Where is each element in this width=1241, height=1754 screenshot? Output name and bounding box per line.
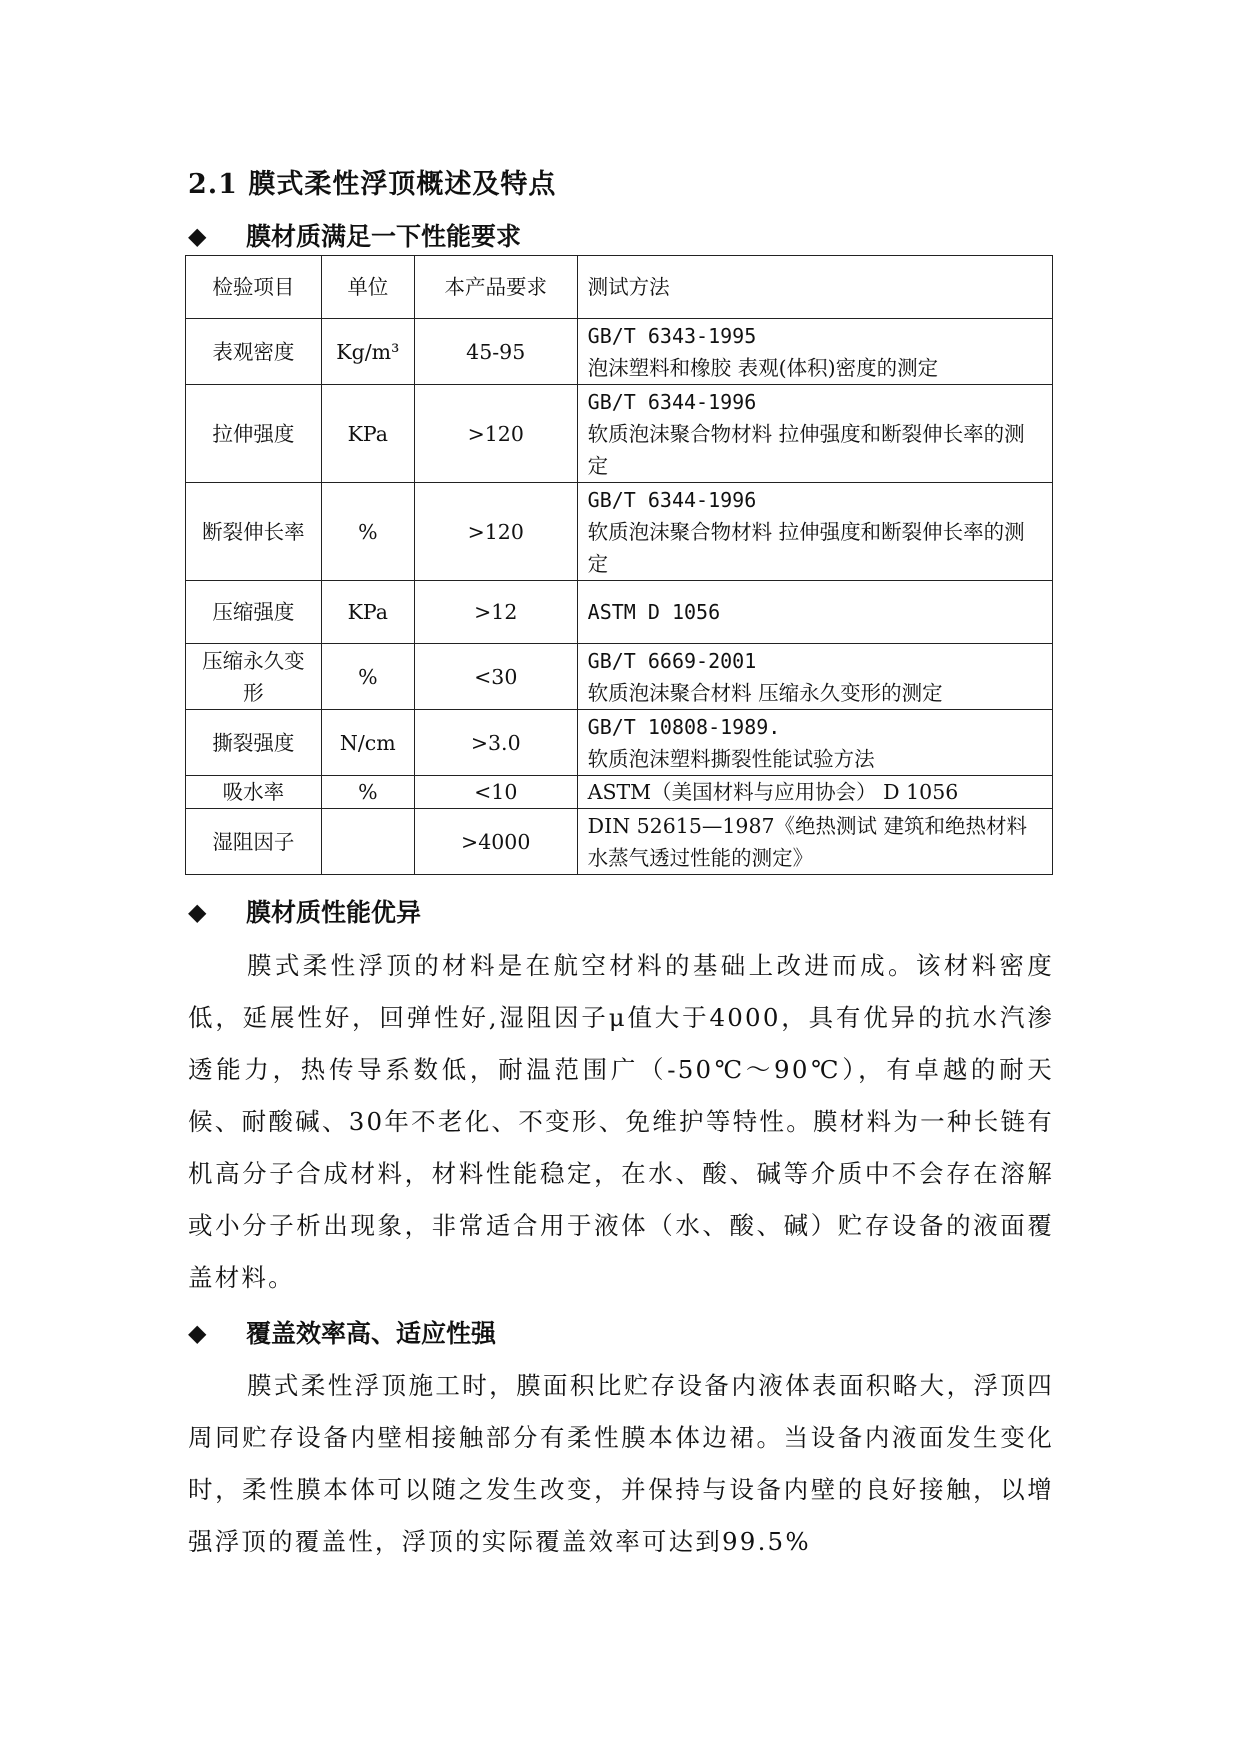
cell-method bbox=[577, 385, 1052, 483]
cell-requirement: 45-95 bbox=[414, 319, 577, 385]
table-row bbox=[186, 710, 1053, 776]
method-standard: GB/T 6343-1995 bbox=[587, 323, 757, 348]
method-description: 软质泡沫塑料撕裂性能试验方法 bbox=[587, 746, 875, 771]
cell-item: 压缩永久变形 bbox=[186, 644, 322, 710]
table-row bbox=[186, 319, 1053, 385]
method-standard: ASTM D 1056 bbox=[587, 600, 721, 624]
spec-table bbox=[185, 255, 1053, 875]
table-row bbox=[186, 581, 1053, 644]
method-description: 泡沫塑料和橡胶 表观(体积)密度的测定 bbox=[587, 355, 939, 380]
cell-requirement: >120 bbox=[414, 385, 577, 483]
method-description: 软质泡沫聚合物材料 拉伸强度和断裂伸长率的测定 bbox=[587, 519, 1025, 576]
cell-method bbox=[577, 319, 1052, 385]
bullet-heading-label: 膜材质性能优异 bbox=[246, 898, 422, 927]
bullet-heading-requirements bbox=[188, 217, 521, 253]
method-description: 软质泡沫聚合材料 压缩永久变形的测定 bbox=[587, 680, 943, 705]
cell-item: 吸水率 bbox=[186, 776, 322, 809]
method-standard: GB/T 6344-1996 bbox=[587, 389, 757, 414]
cell-unit: KPa bbox=[321, 581, 414, 644]
table-row bbox=[186, 483, 1053, 581]
cell-requirement: >12 bbox=[414, 581, 577, 644]
cell-method bbox=[577, 776, 1052, 809]
table-row bbox=[186, 776, 1053, 809]
header-unit: 单位 bbox=[321, 256, 414, 319]
bullet-heading-performance bbox=[188, 893, 421, 929]
cell-method bbox=[577, 483, 1052, 581]
cell-method bbox=[577, 809, 1052, 875]
bullet-heading-label: 覆盖效率高、适应性强 bbox=[246, 1319, 497, 1348]
bullet-heading-label: 膜材质满足一下性能要求 bbox=[246, 222, 522, 251]
header-method: 测试方法 bbox=[577, 256, 1052, 319]
header-requirement: 本产品要求 bbox=[414, 256, 577, 319]
diamond-bullet-icon: ◆ bbox=[188, 220, 207, 250]
method-standard: DIN 52615—1987《绝热测试 建筑和绝热材料水蒸气透过性能的测定》 bbox=[587, 813, 1028, 870]
table-row bbox=[186, 644, 1053, 710]
cell-requirement: >3.0 bbox=[414, 710, 577, 776]
cell-unit: N/cm bbox=[321, 710, 414, 776]
cell-requirement: >4000 bbox=[414, 809, 577, 875]
method-standard: GB/T 6669-2001 bbox=[587, 648, 757, 673]
cell-item: 断裂伸长率 bbox=[186, 483, 322, 581]
cell-unit: % bbox=[321, 644, 414, 710]
cell-requirement: <10 bbox=[414, 776, 577, 809]
cell-unit: % bbox=[321, 483, 414, 581]
cell-item: 表观密度 bbox=[186, 319, 322, 385]
method-standard: GB/T 6344-1996 bbox=[587, 487, 757, 512]
cell-unit: KPa bbox=[321, 385, 414, 483]
table-row bbox=[186, 809, 1053, 875]
paragraph-performance: 膜式柔性浮顶的材料是在航空材料的基础上改进而成。该材料密度低，延展性好，回弹性好,湿阻因子μ值大于4000，具有优异的抗水汽渗透能力，热传导系数低，耐温范围广（-50℃～90℃），有卓越的耐天候、耐酸碱、30年不老化、不变形、免维护等特性。膜材料为一种长链有机高分子合成材料，材料性能稳定，在水、酸、碱等介质中不会存在溶解或小分子析出现象，非常适合用于液体（水、酸、碱）贮存设备的液面覆盖材料。 bbox=[188, 951, 1054, 1292]
cell-requirement: <30 bbox=[414, 644, 577, 710]
cell-method bbox=[577, 644, 1052, 710]
header-item: 检验项目 bbox=[186, 256, 322, 319]
table-header-row bbox=[186, 256, 1053, 319]
cell-unit: Kg/m³ bbox=[321, 319, 414, 385]
cell-requirement: >120 bbox=[414, 483, 577, 581]
cell-unit: % bbox=[321, 776, 414, 809]
table-row bbox=[186, 385, 1053, 483]
section-heading: 2.1 膜式柔性浮顶概述及特点 bbox=[188, 169, 557, 200]
spec-table-body bbox=[186, 256, 1053, 875]
paragraph-coverage: 膜式柔性浮顶施工时，膜面积比贮存设备内液体表面积略大，浮顶四周同贮存设备内壁相接触部分有柔性膜本体边裙。当设备内液面发生变化时，柔性膜本体可以随之发生改变，并保持与设备内壁的良好接触，以增强浮顶的覆盖性，浮顶的实际覆盖效率可达到99.5% bbox=[188, 1371, 1054, 1556]
method-standard: GB/T 10808-1989. bbox=[587, 714, 781, 739]
cell-item: 撕裂强度 bbox=[186, 710, 322, 776]
cell-item: 压缩强度 bbox=[186, 581, 322, 644]
cell-method bbox=[577, 710, 1052, 776]
cell-method bbox=[577, 581, 1052, 644]
diamond-bullet-icon: ◆ bbox=[188, 1317, 207, 1347]
diamond-bullet-icon: ◆ bbox=[188, 896, 207, 926]
bullet-heading-coverage bbox=[188, 1314, 496, 1350]
method-standard: ASTM（美国材料与应用协会） D 1056 bbox=[587, 780, 959, 804]
method-description: 软质泡沫聚合物材料 拉伸强度和断裂伸长率的测定 bbox=[587, 421, 1025, 478]
cell-unit bbox=[321, 809, 414, 875]
cell-item: 拉伸强度 bbox=[186, 385, 322, 483]
cell-item: 湿阻因子 bbox=[186, 809, 322, 875]
